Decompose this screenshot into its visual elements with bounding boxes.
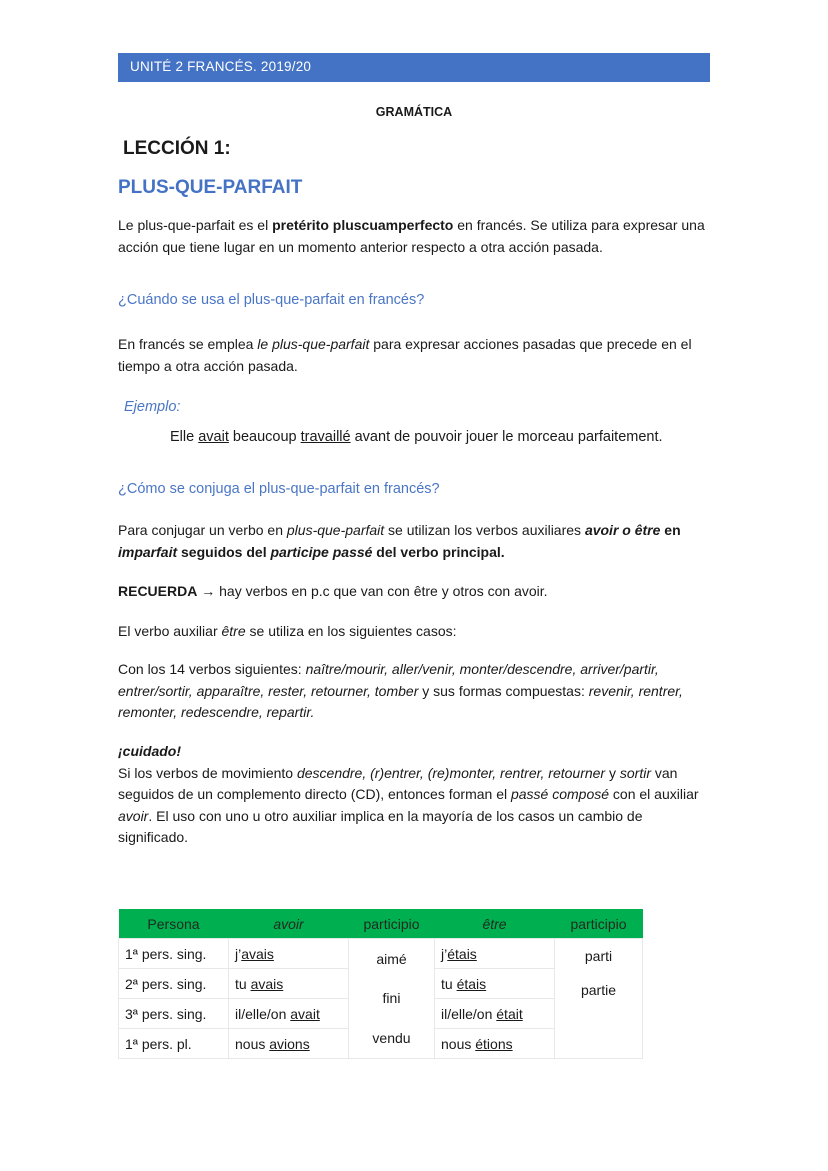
- avoir-cell: j’avais: [229, 939, 349, 969]
- header-persona: Persona: [119, 909, 229, 939]
- participio-parti: parti: [584, 947, 613, 964]
- question-when: ¿Cuándo se usa el plus-que-parfait en francés?: [118, 292, 425, 308]
- conjugation-paragraph: Para conjugar un verbo en plus-que-parfait se utilizan los verbos auxiliares avoir o être en imparfait seguidos del participe passé del verbo principal.: [118, 522, 681, 560]
- participio-fini: fini: [382, 990, 401, 1007]
- avoir-cell: il/elle/on avait: [229, 999, 349, 1029]
- persona-cell: 2ª pers. sing.: [119, 969, 229, 999]
- participio-etre-cell: [555, 939, 643, 1059]
- etre-cell: j’étais: [435, 939, 555, 969]
- participio-partie: partie: [580, 981, 617, 998]
- example-label: Ejemplo:: [124, 399, 181, 415]
- etre-cases-paragraph: El verbo auxiliar être se utiliza en los siguientes casos:: [118, 623, 457, 639]
- header-title: UNITÉ 2 FRANCÉS. 2019/20: [130, 59, 312, 74]
- example-sentence: Elle avait beaucoup travaillé avant de pouvoir jouer le morceau parfaitement.: [170, 429, 663, 445]
- avoir-cell: tu avais: [229, 969, 349, 999]
- header-avoir: avoir: [229, 909, 349, 939]
- etre-cell: il/elle/on était: [435, 999, 555, 1029]
- page-title: PLUS-QUE-PARFAIT: [118, 177, 303, 198]
- persona-cell: 1ª pers. pl.: [119, 1029, 229, 1059]
- cuidado-paragraph: ¡cuidado! Si los verbos de movimiento descendre, (r)entrer, (re)monter, rentrer, retourner y sortir van seguidos de un complemento directo (CD), entonces forman el passé composé con el auxiliar avoir. El uso con uno u otro auxiliar implica en la mayoría de los casos un cambio de significado.: [118, 743, 699, 845]
- persona-cell: 3ª pers. sing.: [119, 999, 229, 1029]
- header-bar: [118, 53, 710, 82]
- table-header-row: [119, 909, 643, 939]
- participio-avoir-cell: [349, 939, 435, 1059]
- intro-paragraph: Le plus-que-parfait es el pretérito pluscuamperfecto en francés. Se utiliza para expresar una acción que tiene lugar en un momento anterior respecto a otra acción pasada.: [118, 217, 705, 255]
- verbs-list-paragraph: Con los 14 verbos siguientes: naître/mourir, aller/venir, monter/descendre, arriver/partir, entrer/sortir, apparaître, rester, retourner, tomber y sus formas compuestas: revenir, rentrer, remonter, redescendre, repartir.: [118, 661, 683, 720]
- etre-cell: tu étais: [435, 969, 555, 999]
- participio-vendu: vendu: [372, 1029, 411, 1046]
- participio-aime: aimé: [376, 951, 407, 968]
- lesson-heading: LECCIÓN 1:: [123, 138, 231, 159]
- header-etre: être: [435, 909, 555, 939]
- header-participio-etre: participio: [555, 909, 643, 939]
- recuerda-note: RECUERDA → hay verbos en p.c que van con être y otros con avoir.: [118, 583, 548, 599]
- persona-cell: 1ª pers. sing.: [119, 939, 229, 969]
- question-how: ¿Cómo se conjuga el plus-que-parfait en francés?: [118, 481, 440, 497]
- table-row: [119, 939, 643, 969]
- header-participio-avoir: participio: [349, 909, 435, 939]
- arrow-right-icon: →: [201, 583, 216, 599]
- etre-cell: nous étions: [435, 1029, 555, 1059]
- conjugation-table: [118, 909, 643, 1059]
- section-label: GRAMÁTICA: [375, 105, 453, 119]
- usage-paragraph: En francés se emplea le plus-que-parfait para expresar acciones pasadas que precede en el tiempo a otra acción pasada.: [118, 336, 692, 374]
- avoir-cell: nous avions: [229, 1029, 349, 1059]
